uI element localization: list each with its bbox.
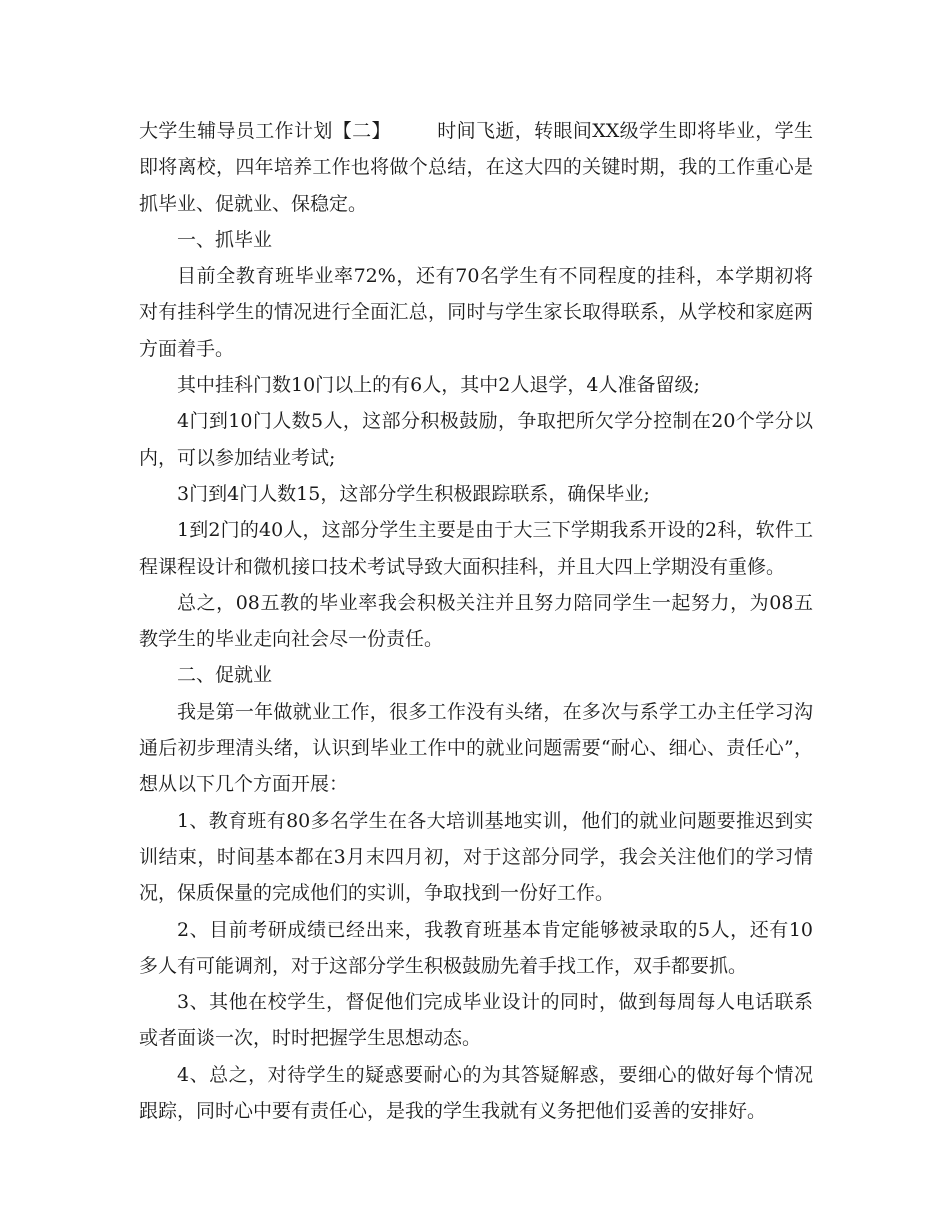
paragraph: 我是第一年做就业工作，很多工作没有头绪，在多次与系学工办主任学习沟通后初步理清头绪，认识到毕业工作中的就业问题需要“耐心、细心、责任心”，想从以下几个方面开展： bbox=[139, 700, 813, 796]
paragraph: 4门到10门人数5人，这部分积极鼓励，争取把所欠学分控制在20个学分以内，可以参加结业考试; bbox=[139, 410, 813, 469]
list-item: 3、其他在校学生，督促他们完成毕业设计的同时，做到每周每人电话联系或者面谈一次，时时把握学生思想动态。 bbox=[139, 991, 813, 1050]
paragraph: 3门到4门人数15，这部分学生积极跟踪联系，确保毕业; bbox=[177, 482, 650, 505]
list-item: 2、目前考研成绩已经出来，我教育班基本肯定能够被录取的5人，还有10多人有可能调剂，对于这部分学生积极鼓励先着手找工作，双手都要抓。 bbox=[139, 918, 813, 977]
document-body bbox=[139, 113, 813, 1129]
section-heading-graduation: 一、抓毕业 bbox=[177, 228, 273, 251]
paragraph: 目前全教育班毕业率72%，还有70名学生有不同程度的挂科，本学期初将对有挂科学生的情况进行全面汇总，同时与学生家长取得联系，从学校和家庭两方面着手。 bbox=[139, 265, 813, 360]
paragraph: 1到2门的40人，这部分学生主要是由于大三下学期我系开设的2科，软件工程课程设计和微机接口技术考试导致大面积挂科，并且大四上学期没有重修。 bbox=[139, 519, 813, 578]
list-item: 1、教育班有80多名学生在各大培训基地实训，他们的就业问题要推迟到实训结束，时间基本都在3月末四月初，对于这部分同学，我会关注他们的学习情况，保质保量的完成他们的实训，争取找到一份好工作。 bbox=[139, 809, 813, 905]
paragraph: 总之，08五教的毕业率我会积极关注并且努力陪同学生一起努力，为08五教学生的毕业走向社会尽一份责任。 bbox=[139, 591, 813, 651]
document-title: 大学生辅导员工作计划【二】 bbox=[139, 120, 391, 142]
paragraph: 其中挂科门数10门以上的有6人，其中2人退学，4人准备留级; bbox=[177, 374, 700, 397]
intro-text: 时间飞逝，转眼间XX级学生即将毕业，学生即将离校，四年培养工作也将做个总结，在这大四的关键时期，我的工作重心是抓毕业、促就业、保稳定。 bbox=[139, 120, 813, 215]
section-heading-employment: 二、促就业 bbox=[177, 664, 273, 687]
list-item: 4、总之，对待学生的疑惑要耐心的为其答疑解惑，要细心的做好每个情况跟踪，同时心中要有责任心，是我的学生我就有义务把他们妥善的安排好。 bbox=[139, 1063, 813, 1123]
lead-paragraph bbox=[139, 113, 813, 222]
